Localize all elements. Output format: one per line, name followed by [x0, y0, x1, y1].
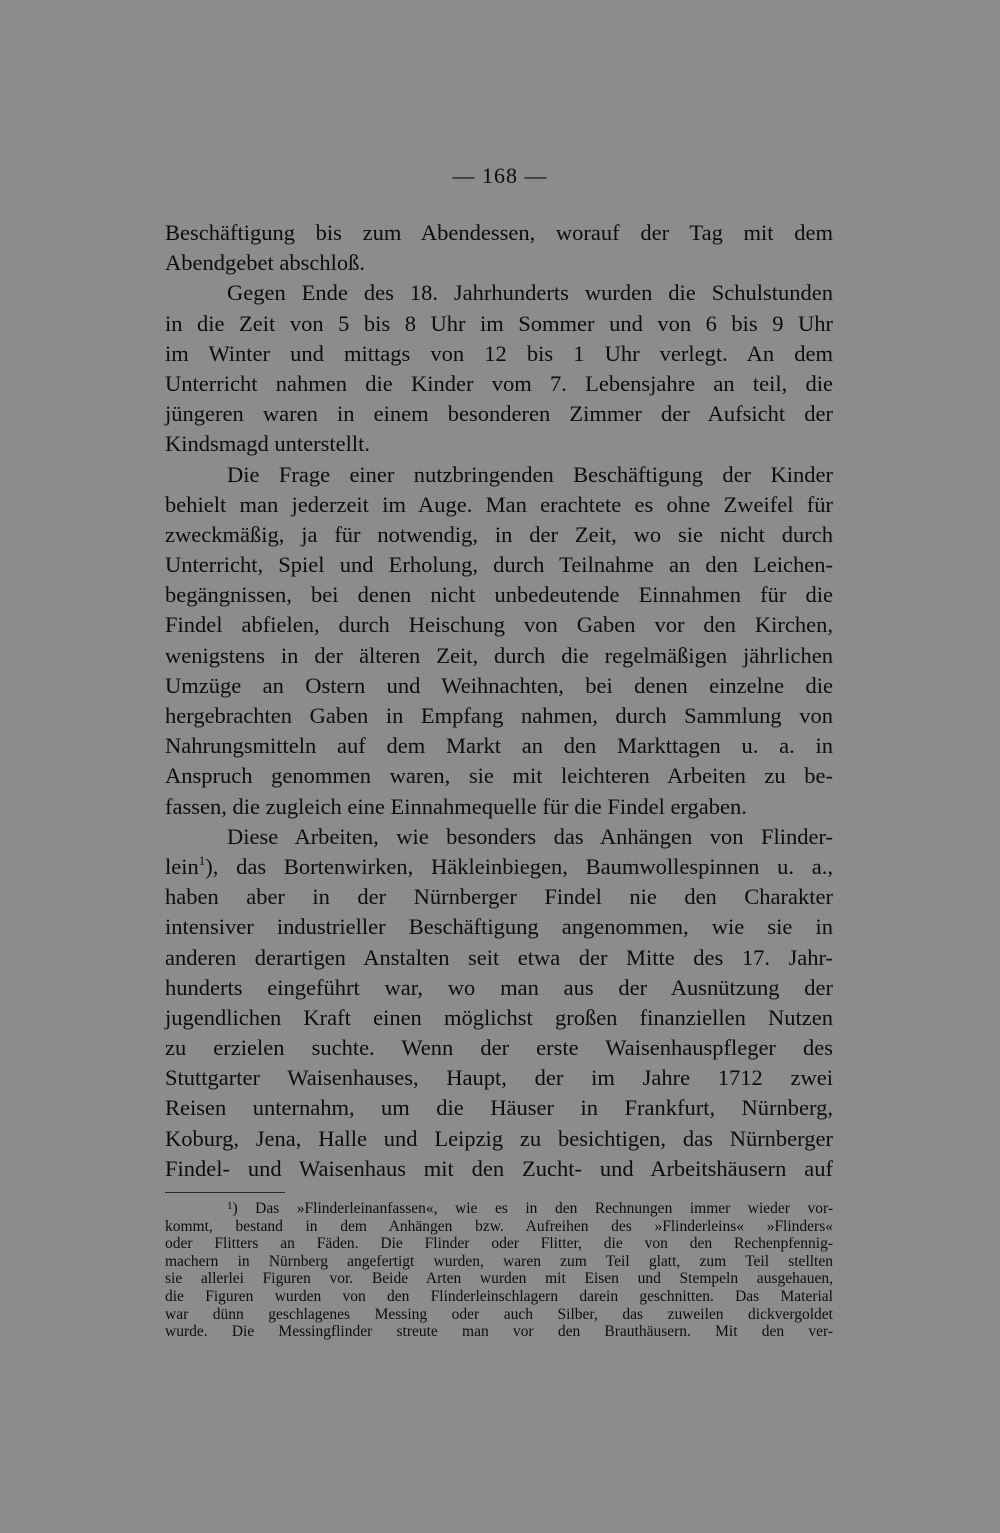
body-line: Diese Arbeiten, wie besonders das Anhängen von Flinder-	[227, 823, 833, 849]
body-line: haben aber in der Nürnberger Findel nie den Charakter	[165, 884, 833, 910]
body-line-text: lein	[165, 853, 199, 879]
body-line: intensiver industrieller Beschäftigung angenommen, wie sie in	[165, 914, 833, 940]
body-line: Umzüge an Ostern und Weihnachten, bei denen einzelne die	[165, 672, 833, 698]
footnote-line: machern in Nürnberg angefertigt wurden, waren zum Teil glatt, zum Teil stellten	[165, 1252, 833, 1270]
body-line: Beschäftigung bis zum Abendessen, worauf der Tag mit dem	[165, 220, 833, 245]
footnote-line: sie allerlei Figuren vor. Beide Arten wurden mit Eisen und Stempeln ausgehauen,	[165, 1270, 833, 1288]
footnote-line: wurde. Die Messingflinder streute man vor den Brauthäusern. Mit den ver-	[165, 1323, 833, 1341]
body-line: Die Frage einer nutzbringenden Beschäftigung der Kinder	[227, 461, 833, 487]
body-line: hunderts eingeführt war, wo man aus der Ausnützung der	[165, 974, 833, 1000]
body-line: Gegen Ende des 18. Jahrhunderts wurden die Schulstunden	[227, 280, 833, 306]
body-line: begängnissen, bei denen nicht unbedeutende Einnahmen für die	[165, 582, 833, 608]
footnote-reference: 1	[198, 852, 206, 868]
body-line: fassen, die zugleich eine Einnahmequelle für die Findel ergaben.	[165, 793, 747, 819]
body-line: Stuttgarter Waisenhauses, Haupt, der im Jahre 1712 zwei	[165, 1065, 833, 1091]
footnotes	[165, 1200, 833, 1341]
body-line: Findel- und Waisenhaus mit den Zucht- und Arbeitshäusern auf	[165, 1155, 833, 1181]
body-line: wenigstens in der älteren Zeit, durch die regelmäßigen jährlichen	[165, 642, 833, 668]
body-line: Unterricht, Spiel und Erholung, durch Teilnahme an den Leichen-	[165, 552, 833, 578]
body-line: jugendlichen Kraft einen möglichst großen finanziellen Nutzen	[165, 1004, 833, 1030]
footnote-rule	[165, 1192, 285, 1193]
body-line-text: ), das Bortenwirken, Häkleinbiegen, Baumwollespinnen u. a.,	[205, 853, 833, 879]
body-line: Abendgebet abschloß.	[165, 250, 365, 276]
body-line: hergebrachten Gaben in Empfang nahmen, durch Sammlung von	[165, 703, 833, 728]
body-line: Findel abfielen, durch Heischung von Gaben vor den Kirchen,	[165, 612, 833, 638]
footnote-marker: 1	[227, 1200, 233, 1212]
footnote-line: kommt, bestand in dem Anhängen bzw. Aufreihen des »Flinderleins« »Flinders«	[165, 1217, 833, 1235]
body-line: anderen derartigen Anstalten seit etwa der Mitte des 17. Jahr-	[165, 944, 833, 970]
body-line: Nahrungsmitteln auf dem Markt an den Markttagen u. a. in	[165, 733, 833, 759]
body-line: in die Zeit von 5 bis 8 Uhr im Sommer und von 6 bis 9 Uhr	[165, 310, 833, 336]
body-line: Reisen unternahm, um die Häuser in Frankfurt, Nürnberg,	[165, 1095, 833, 1121]
footnote-line: oder Flitters an Fäden. Die Flinder oder Flitter, die von den Rechenpfennig-	[165, 1235, 833, 1253]
page-number: — 168 —	[452, 163, 548, 188]
body-line: Kindsmagd unterstellt.	[165, 431, 370, 457]
body-line: Anspruch genommen waren, sie mit leichteren Arbeiten zu be-	[165, 763, 833, 789]
body-line: im Winter und mittags von 12 bis 1 Uhr verlegt. An dem	[165, 340, 833, 366]
footnote-line	[165, 1200, 833, 1218]
body-line: Koburg, Jena, Halle und Leipzig zu besichtigen, das Nürnberger	[165, 1125, 833, 1151]
body-line: Unterricht nahmen die Kinder vom 7. Lebensjahre an teil, die	[165, 370, 833, 396]
footnote-line: war dünn geschlagenes Messing oder auch Silber, das zuweilen dickvergoldet	[165, 1305, 833, 1323]
footnote-line-text: ) Das »Flinderleinanfassen«, wie es in den Rechnungen immer wieder vor-	[232, 1200, 833, 1217]
body-line: zu erzielen suchte. Wenn der erste Waisenhauspfleger des	[165, 1035, 833, 1061]
body-line: behielt man jederzeit im Auge. Man erachtete es ohne Zweifel für	[165, 491, 833, 517]
body-line	[165, 852, 833, 882]
footnote-line: die Figuren wurden von den Flinderleinschlagern darein geschnitten. Das Material	[165, 1287, 833, 1305]
body-text	[165, 218, 833, 1184]
body-line: jüngeren waren in einem besonderen Zimmer der Aufsicht der	[165, 401, 833, 427]
body-line: zweckmäßig, ja für notwendig, in der Zeit, wo sie nicht durch	[165, 521, 833, 547]
